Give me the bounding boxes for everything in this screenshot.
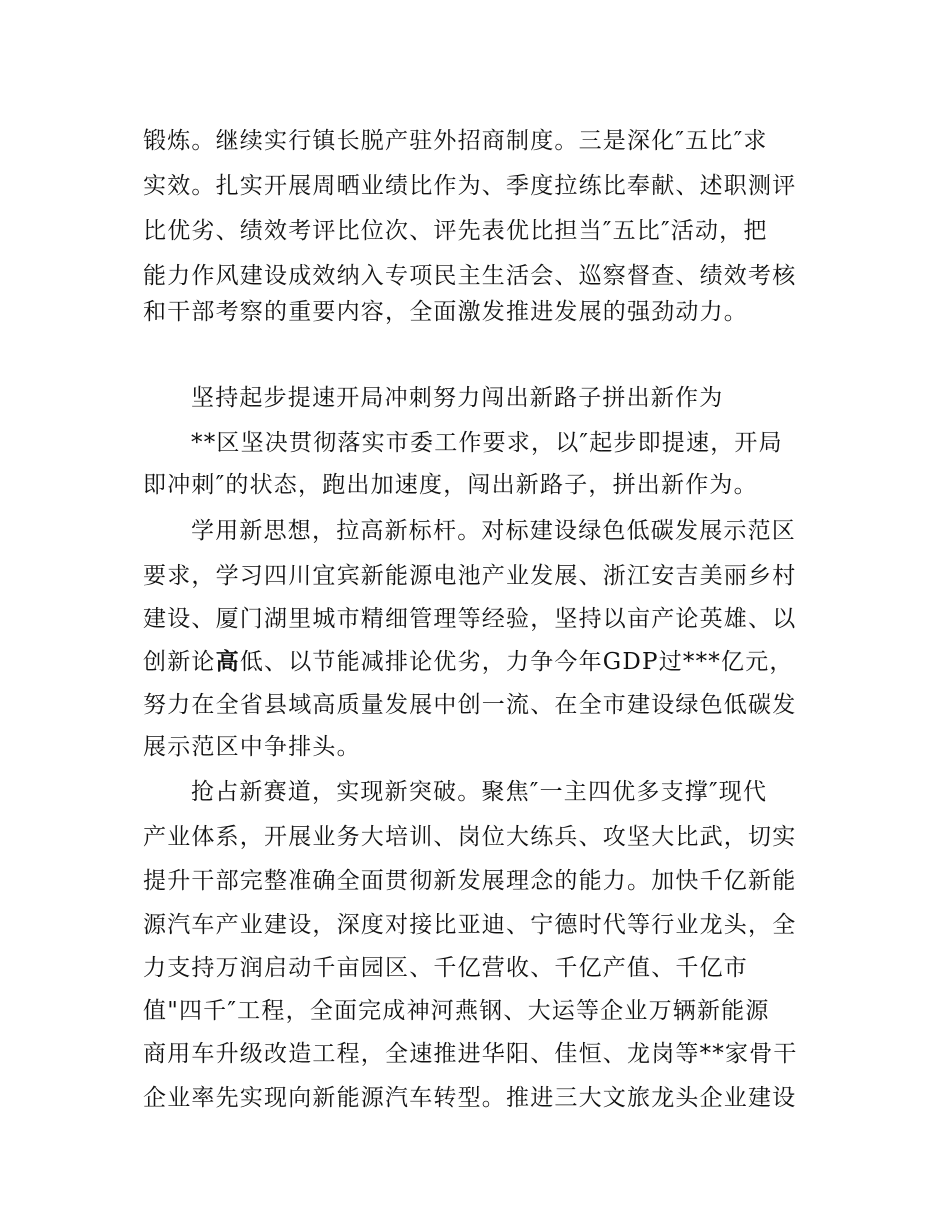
paragraph-line <box>143 647 823 677</box>
paragraph-line: 提升干部完整准确全面贯彻新发展理念的能力。加快千亿新能 <box>143 868 797 894</box>
paragraph-line: 企业率先实现向新能源汽车转型。推进三大文旅龙头企业建设 <box>143 1085 797 1111</box>
paragraph-line: 努力在全省县域高质量发展中创一流、在全市建设绿色低碳发 <box>143 692 797 718</box>
paragraph-line: 和干部考察的重要内容，全面激发推进发展的强劲动力。 <box>143 299 748 325</box>
paragraph-line: 学用新思想，拉高新标杆。对标建设绿色低碳发展示范区 <box>191 518 796 544</box>
intro-line: **区坚决贯彻落实市委工作要求，以″起步即提速，开局 <box>191 430 783 456</box>
text-segment: 创新论 <box>143 649 216 675</box>
paragraph-line: 展示范区中争排头。 <box>143 734 361 760</box>
paragraph-line: 抢占新赛道，实现新突破。聚焦″一主四优多支撑″现代 <box>191 779 768 805</box>
intro-line: 即冲刺″的状态，跑出加速度，闯出新路子，拼出新作为。 <box>143 472 758 498</box>
paragraph-line: 比优劣、绩效考评比位次、评先表优比担当″五比″活动，把 <box>143 218 768 244</box>
paragraph-line: 要求，学习四川宜宾新能源电池产业发展、浙江安吉美丽乡村 <box>143 563 797 589</box>
paragraph-line: 值"四千″工程，全面完成神河燕钢、大运等企业万辆新能源 <box>143 998 770 1024</box>
text-segment: 低、以节能减排论优劣，力争今年GDP过***亿元， <box>239 649 794 675</box>
paragraph-line: 建设、厦门湖里城市精细管理等经验，坚持以亩产论英雄、以 <box>143 606 797 632</box>
paragraph-line: 产业体系，开展业务大培训、岗位大练兵、攻坚大比武，切实 <box>143 824 797 850</box>
paragraph-line: 力支持万润启动千亩园区、千亿营收、千亿产值、千亿市 <box>143 955 748 981</box>
paragraph-line: 锻炼。继续实行镇长脱产驻外招商制度。三是深化″五比″求 <box>143 128 768 154</box>
section-title: 坚持起步提速开局冲刺努力闯出新路子拼出新作为 <box>191 385 724 411</box>
paragraph-line: 源汽车产业建设，深度对接比亚迪、宁德时代等行业龙头，全 <box>143 912 797 938</box>
paragraph-line: 能力作风建设成效纳入专项民主生活会、巡察督查、绩效考核 <box>143 263 797 289</box>
paragraph-line: 商用车升级改造工程，全速推进华阳、佳恒、龙岗等**家骨干 <box>143 1041 798 1067</box>
paragraph-line: 实效。扎实开展周晒业绩比作为、季度拉练比奉献、述职测评 <box>143 173 797 199</box>
bold-character: 高 <box>215 649 240 675</box>
